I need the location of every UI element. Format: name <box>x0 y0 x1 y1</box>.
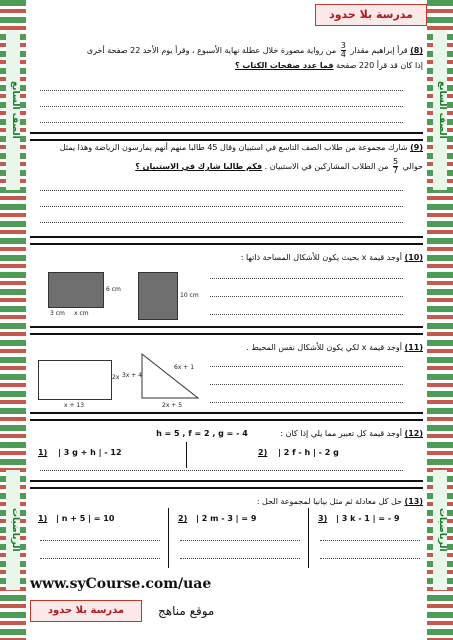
section-divider <box>30 236 423 245</box>
worksheet-content <box>30 0 423 640</box>
question-number: (12) <box>404 429 423 438</box>
triangle-label-left: 3x + 4 <box>122 372 143 379</box>
question-number: (8) <box>410 46 423 55</box>
section-divider <box>30 480 423 489</box>
question-8-prompt: فما عدد صفحات الكتاب ؟ <box>234 61 334 70</box>
question-text: أوجد قيمة كل تعبير مما يلي إذا كان : <box>280 429 402 438</box>
question-text-part2: حوالي <box>402 162 423 171</box>
website-url[interactable]: www.syCourse.com/uae <box>30 576 212 592</box>
question-13 <box>30 496 423 508</box>
answer-line <box>320 540 420 541</box>
answer-line <box>210 402 403 403</box>
answer-line <box>40 222 403 223</box>
question-9-line-2 <box>30 158 423 175</box>
shape-label-width-a: 3 cm <box>50 310 65 317</box>
answer-line <box>180 558 300 559</box>
equation-1: 1) | n + 5 | = 10 <box>38 514 115 523</box>
answer-line <box>210 296 403 297</box>
gray-rectangle-shape <box>48 272 104 308</box>
side-banner-right-top: الصف السابع <box>433 30 447 190</box>
question-text: حل كل معادلة ثم مثل بيانيا لمجموعة الحل : <box>256 497 402 506</box>
question-text-part3: إذا كان قد قرأ 220 صفحة <box>336 61 423 70</box>
question-text-part1: شارك مجموعة من طلاب الصف التاسع في استبيان وقال 45 طالبا منهم أنهم يمارسون الرياضة وهذا يمثل <box>59 143 408 152</box>
fraction-three-quarters: $\frac{3}{4}$ <box>340 41 346 59</box>
column-divider <box>308 508 309 568</box>
answer-line <box>210 366 403 367</box>
question-9 <box>30 142 423 154</box>
triangle-shape <box>140 352 200 400</box>
side-banner-left-bottom: الرياضيات <box>6 470 20 590</box>
question-text: أوجد قيمة x بحيث يكون للأشكال المساحة ذاتها : <box>240 253 402 262</box>
question-number: (10) <box>404 253 423 262</box>
answer-line <box>40 558 160 559</box>
rectangle-shape <box>38 360 112 400</box>
column-divider <box>186 442 187 468</box>
answer-line <box>180 540 300 541</box>
question-11 <box>30 342 423 354</box>
expression-2: 2) | 2 f - h | - 2 g <box>258 448 339 457</box>
site-name: موقع مناهج <box>158 604 215 618</box>
shape-label-side: 2x <box>112 374 120 381</box>
equation-2: 2) | 2 m - 3 | = 9 <box>178 514 257 523</box>
gray-square-shape <box>138 272 178 320</box>
answer-line <box>40 122 403 123</box>
answer-line <box>210 314 403 315</box>
answer-line <box>210 384 403 385</box>
question-text-part1: قرأ إبراهيم مقدار <box>350 46 408 55</box>
question-text-part2: من رواية مصورة خلال عطلة نهاية الأسبوع ، وقرأ يوم الأحد 22 صفحة أخرى <box>86 46 337 55</box>
question-number: (13) <box>404 497 423 506</box>
header-logo: مدرسة بلا حدود <box>315 4 427 26</box>
equation-3: 3) | 3 k - 1 | = - 9 <box>318 514 400 523</box>
triangle-label-bottom: 2x + 5 <box>162 402 183 409</box>
answer-line <box>40 470 403 471</box>
shape-label-bottom: x + 13 <box>64 402 85 409</box>
answer-line <box>210 278 403 279</box>
answer-line <box>40 540 160 541</box>
question-text: أوجد قيمة x لكي يكون للأشكال نفس المحيط . <box>246 343 402 352</box>
shape-label-width-b: x cm <box>74 310 89 317</box>
answer-line <box>40 106 403 107</box>
question-12 <box>30 428 423 440</box>
question-9-prompt: فكم طالبا شارك في الاستبيان ؟ <box>135 162 263 171</box>
column-divider <box>168 508 169 568</box>
side-banner-left-top: الصف السابع <box>6 30 20 190</box>
answer-line <box>40 190 403 191</box>
question-8 <box>30 42 423 59</box>
section-divider <box>30 326 423 335</box>
question-10 <box>30 252 423 264</box>
given-values: h = 5 , f = 2 , g = - 4 <box>156 429 248 438</box>
fraction-five-sevenths: $\frac{5}{7}$ <box>392 157 399 175</box>
expression-1: 1) | 3 g + h | - 12 <box>38 448 122 457</box>
question-number: (11) <box>404 343 423 352</box>
answer-line <box>320 558 420 559</box>
footer-logo: مدرسة بلا حدود <box>30 600 142 622</box>
section-divider <box>30 132 423 141</box>
side-banner-right-bottom: الرياضيات <box>433 470 447 590</box>
section-divider <box>30 412 423 421</box>
triangle-label-hyp: 6x + 1 <box>174 364 195 371</box>
question-text-part3: من الطلاب المشاركين في الاستبيان . <box>264 162 389 171</box>
answer-line <box>40 206 403 207</box>
question-number: (9) <box>410 143 423 152</box>
answer-line <box>40 90 403 91</box>
shape-label-height: 6 cm <box>106 286 121 293</box>
question-8-line-2 <box>30 60 423 72</box>
shape-label-height: 10 cm <box>180 292 199 299</box>
